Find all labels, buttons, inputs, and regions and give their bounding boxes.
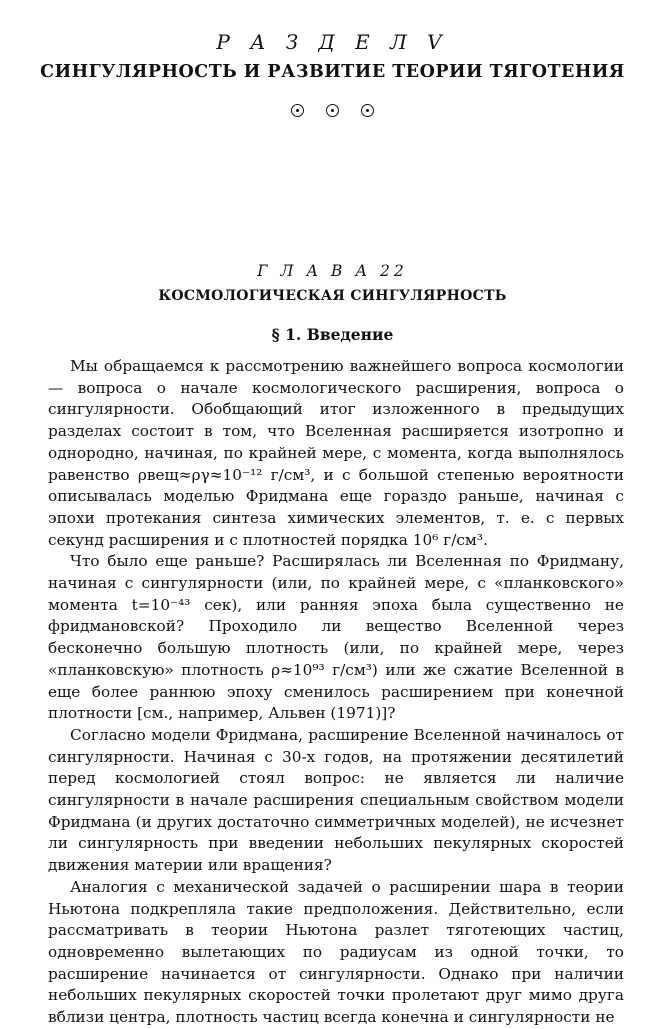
chapter-title: КОСМОЛОГИЧЕСКАЯ СИНГУЛЯРНОСТЬ bbox=[158, 288, 507, 304]
body-paragraph: Согласно модели Фридмана, расширение Вселенной начиналось от сингулярности. Начиная с 30-х годов, на протяжении десятилетий перед космологией стоял вопрос: не является ли наличие сингулярности в начале расширения специальным свойством модели Фридмана (и других достаточно симметричных моделей), не исчезнет ли сингулярность при введении небольших пекулярных скоростей движения материи или вращения? bbox=[48, 725, 624, 875]
circle-ornament-icon bbox=[326, 104, 339, 117]
section-label: Р А З Д Е Л V bbox=[216, 30, 449, 54]
ornament-divider bbox=[0, 104, 665, 117]
paragraph-heading: § 1. Введение bbox=[271, 325, 394, 344]
section-title: СИНГУЛЯРНОСТЬ И РАЗВИТИЕ ТЕОРИИ ТЯГОТЕНИЯ bbox=[40, 62, 625, 82]
circle-ornament-icon bbox=[361, 104, 374, 117]
circle-ornament-icon bbox=[291, 104, 304, 117]
body-paragraph: Что было еще раньше? Расширялась ли Вселенная по Фридману, начиная с сингулярности (или, по крайней мере, с «планковского» момента t=10⁻⁴³ сек), или ранняя эпоха была существенно не фридмановской? Проходило ли вещество Вселенной через бесконечно большую плотность (или, по крайней мере, через «планковскую» плотность ρ≈10⁹³ г/см³) или же сжатие Вселенной в еще более раннюю эпоху сменилось расширением при конечной плотности [см., например, Альвен (1971)]? bbox=[48, 552, 624, 723]
body-paragraph: Мы обращаемся к рассмотрению важнейшего вопроса космологии — вопроса о начале космологического расширения, вопроса о сингулярности. Обобщающий итог изложенного в предыдущих разделах состоит в том, что Вселенная расширяется изотропно и однородно, начиная, по крайней мере, с момента, когда выполнялось равенство ρвещ≈ργ≈10⁻¹² г/см³, и с большой степенью вероятности описывалась моделью Фридмана еще гораздо раньше, начиная с эпохи протекания синтеза химических элементов, т. е. с первых секунд расширения и с плотностей порядка 10⁶ г/см³. bbox=[48, 357, 624, 549]
chapter-label: Г Л А В А 22 bbox=[257, 262, 408, 280]
body-text bbox=[48, 356, 624, 1029]
body-paragraph: Аналогия с механической задачей о расширении шара в теории Ньютона подкрепляла такие предположения. Действительно, если рассматривать в теории Ньютона разлет тяготеющих частиц, одновременно вылетающих по радиусам из одной точки, то расширение начинается от сингулярности. Однако при наличии небольших пекулярных скоростей точки пролетают друг мимо друга вблизи центра, плотность частиц всегда конечна и сингулярности не bbox=[48, 877, 624, 1027]
